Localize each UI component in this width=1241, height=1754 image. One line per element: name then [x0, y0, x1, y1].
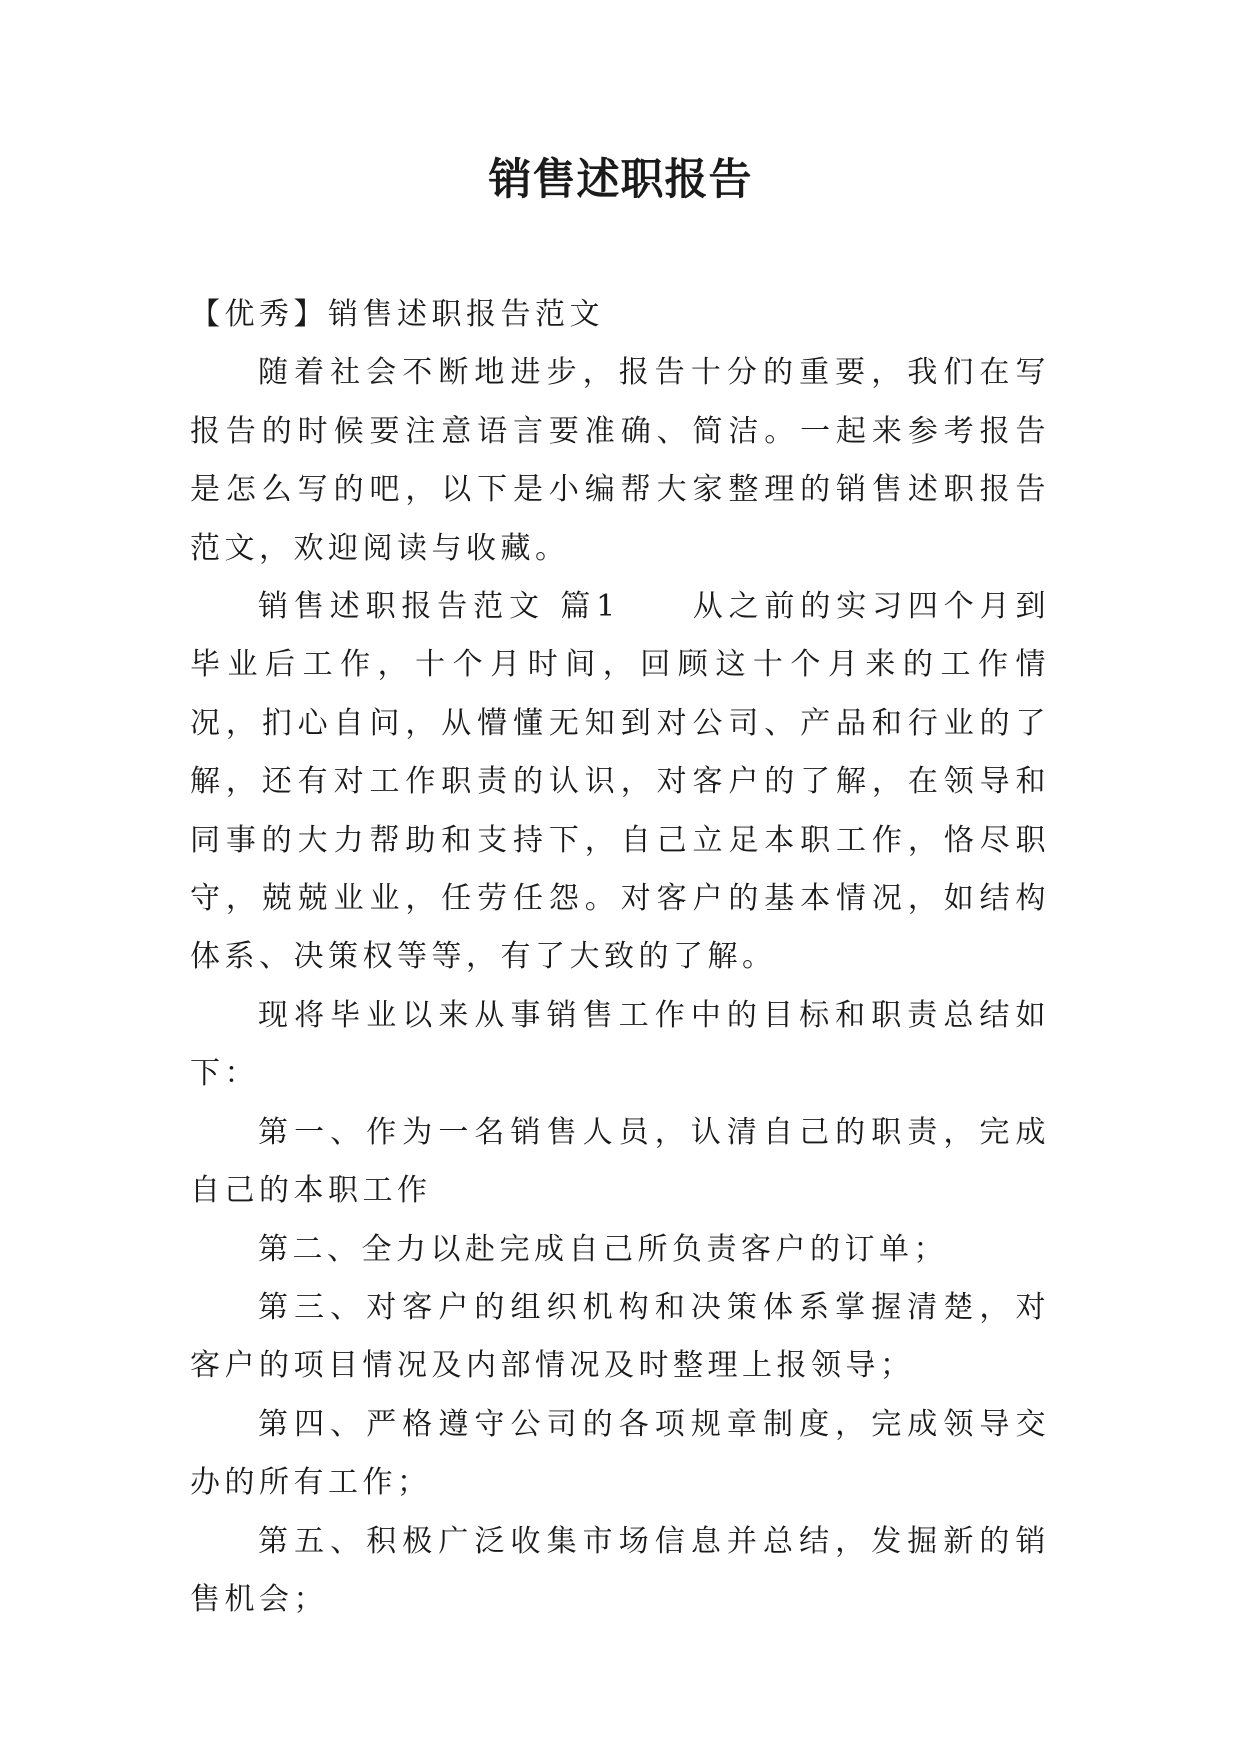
paragraph-item-5: 第五、积极广泛收集市场信息并总结，发掘新的销售机会；: [190, 1523, 1050, 1617]
document-body: [190, 286, 1050, 1629]
paragraph-summary-lead: 现将毕业以来从事销售工作中的目标和职责总结如下：: [190, 997, 1050, 1092]
paragraph-item-1: 第一、作为一名销售人员，认清自己的职责，完成自己的本职工作: [190, 1114, 1050, 1209]
paragraph-item-3: 第三、对客户的组织机构和决策体系掌握清楚，对客户的项目情况及内部情况及时整理上报领导；: [190, 1289, 1050, 1384]
document-subtitle: 【优秀】销售述职报告范文: [190, 297, 604, 332]
document-title: 销售述职报告: [488, 155, 753, 205]
paragraph-item-2: 第二、全力以赴完成自己所负责客户的订单；: [258, 1231, 948, 1267]
paragraph-item-4: 第四、严格遵守公司的各项规章制度，完成领导交办的所有工作；: [190, 1406, 1050, 1501]
paragraph-intro: 随着社会不断地进步，报告十分的重要，我们在写报告的时候要注意语言要准确、简洁。一起来参考报告是怎么写的吧，以下是小编帮大家整理的销售述职报告范文，欢迎阅读与收藏。: [190, 355, 1050, 566]
paragraph-section-1: 销售述职报告范文 篇1 从之前的实习四个月到毕业后工作，十个月时间，回顾这十个月来的工作情况，扪心自问，从懵懂无知到对公司、产品和行业的了解，还有对工作职责的认识，对客户的了解，在领导和同事的大力帮助和支持下，自己立足本职工作，恪尽职守，兢兢业业，任劳任怨。对客户的基本情况，如结构体系、决策权等等，有了大致的了解。: [190, 589, 1050, 975]
